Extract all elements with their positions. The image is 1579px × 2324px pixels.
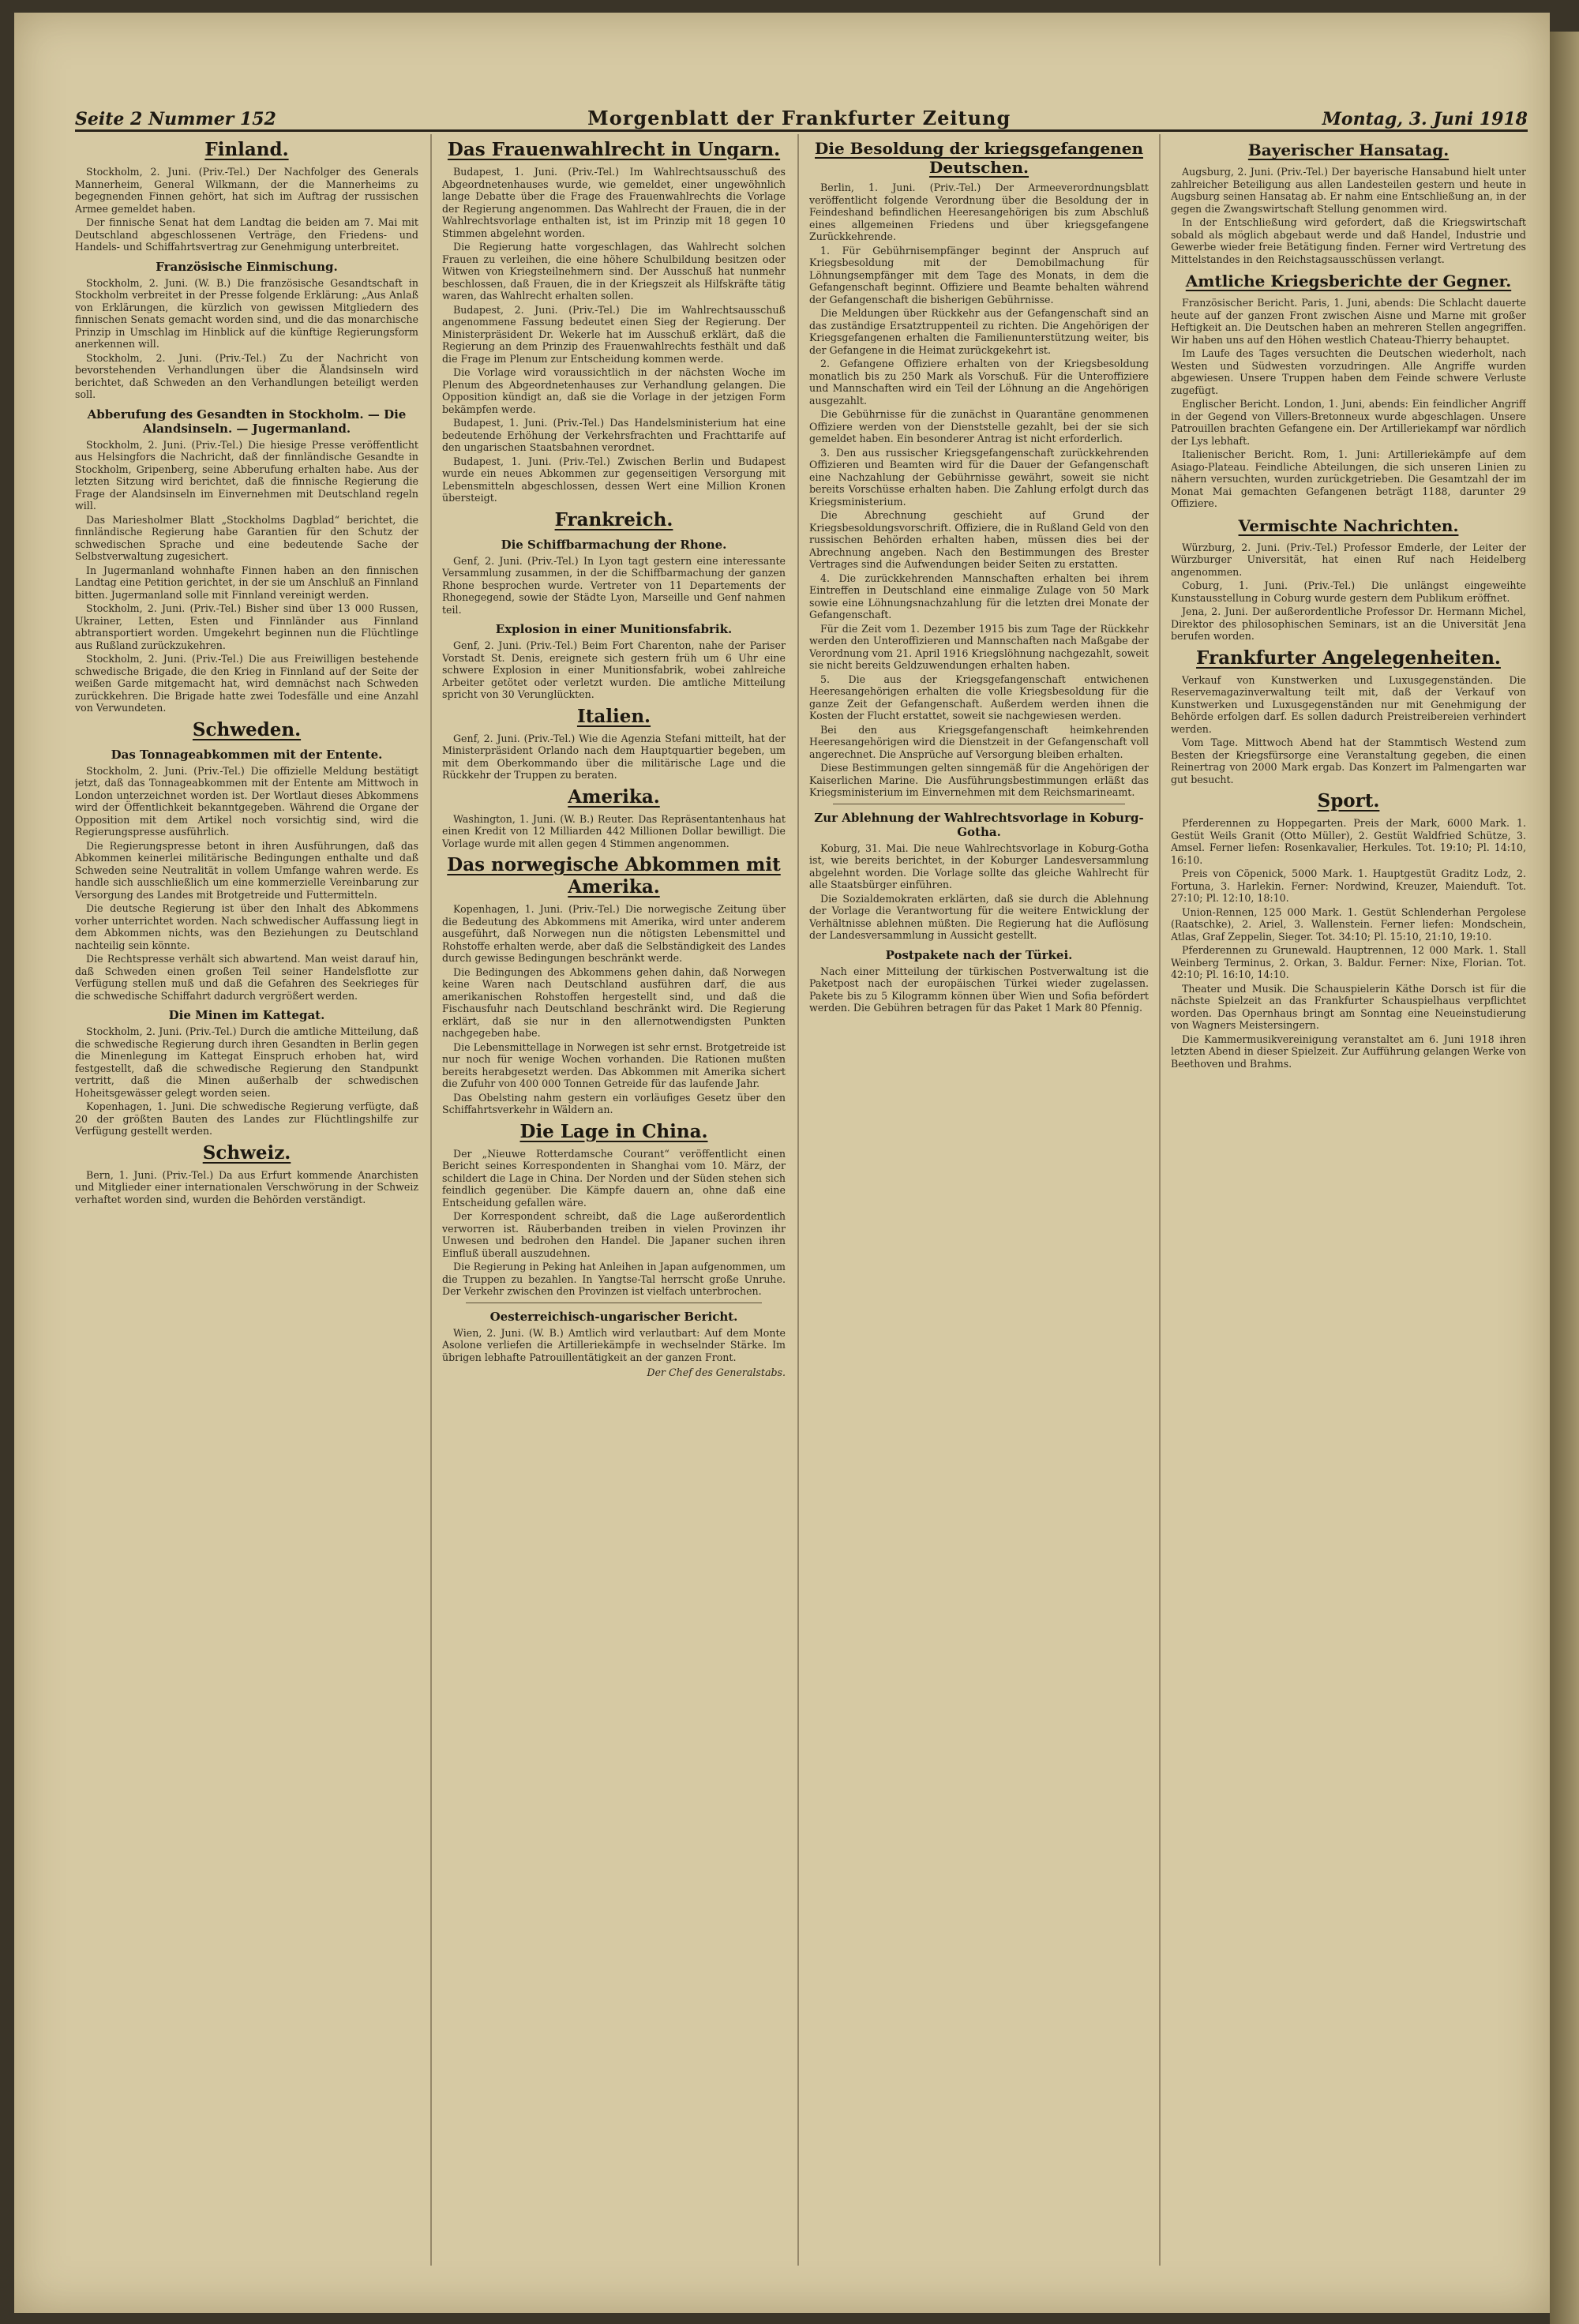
article-paragraph: Der finnische Senat hat dem Landtag die beiden am 7. Mai mit Deutschland abgeschlossenen Verträge, den Friedens- und Handels- und Schiffahrtsvertrag zur Genehmigung unterbreitet.: [75, 216, 418, 253]
article-paragraph: Budapest, 1. Juni. (Priv.-Tel.) Zwischen Berlin und Budapest wurde ein neues Abkommen zur gegenseitigen Versorgung mit Lebensmitteln abgeschlossen, dessen Wert eine Million Kronen übersteigt.: [442, 455, 786, 504]
section-heading-schweden: Schweden.: [192, 718, 302, 740]
article-paragraph: 4. Die zurückkehrenden Mannschaften erhalten bei ihrem Eintreffen in Deutschland eine einmalige Zulage von 50 Mark sowie eine Löhnungsnachzahlung für die letzten drei Monate der Gefangenschaft.: [809, 572, 1149, 620]
article-paragraph: Budapest, 1. Juni. (Priv.-Tel.) Im Wahlrechtsausschuß des Abgeordnetenhauses wurde, wie gemeldet, einer ungewöhnlich lange Debatte über die Frage des Frauenwahlrechts die Vorlage der Regierung angenommen. Das Wahlrecht der Frauen, die in der Wahlrechtsvorlage enthalten ist, ist im Prinzip mit 18 gegen 10 Stimmen abgelehnt worden.: [442, 166, 786, 239]
article-paragraph: Stockholm, 2. Juni. (Priv.-Tel.) Der Nachfolger des Generals Mannerheim, General Wilkmann, der die Mannerheims zu begegnenden Finnen gehört, hat sich im Auftrag der russischen Armee gemeldet haben.: [75, 166, 418, 215]
article-paragraph: Die Regierung in Peking hat Anleihen in Japan aufgenommen, um die Truppen zu bezahlen. In Yangtse-Tal herrscht große Unruhe. Der Verkehr zwischen den Provinzen ist vielfach unterbrochen.: [442, 1261, 786, 1297]
article-paragraph: Würzburg, 2. Juni. (Priv.-Tel.) Professor Emderle, der Leiter der Würzburger Universität, hat einen Ruf nach Heidelberg angenommen.: [1171, 541, 1526, 578]
column-1: [75, 134, 418, 2266]
section-heading-besoldung: Die Besoldung der kriegsgefangenen Deutschen.: [815, 139, 1143, 177]
article-paragraph: Stockholm, 2. Juni. (Priv.-Tel.) Zu der Nachricht von bevorstehenden Verhandlungen über die Ålandsinseln wird berichtet, daß Schweden an den Verhandlungen beteiligt werden soll.: [75, 351, 418, 400]
subheading: Abberufung des Gesandten in Stockholm. — Die Alandsinseln. — Jugermanland.: [87, 407, 407, 436]
column-3: [809, 134, 1149, 2266]
section-heading-sport: Sport.: [1317, 790, 1380, 812]
article-paragraph: Augsburg, 2. Juni. (Priv.-Tel.) Der bayerische Hansabund hielt unter zahlreicher Beteiligung aus allen Landesteilen gestern und heute in Augsburg seinen Hansatag ab. Er nahm eine Entschließung an, in der gegen die Zwangswirtschaft Stellung genommen wird.: [1171, 166, 1526, 215]
article-paragraph: Preis von Cöpenick, 5000 Mark. 1. Hauptgestüt Graditz Lodz, 2. Fortuna, 3. Harlekin. Ferner: Nordwind, Kreuzer, Maienduft. Tot. 27:10; Pl. 12:10, 18:10.: [1171, 868, 1526, 904]
page-number: Seite 2 Nummer 152: [75, 109, 276, 129]
article-paragraph: Die deutsche Regierung ist über den Inhalt des Abkommens vorher unterrichtet worden. Nach schwedischer Auffassung liegt in dem Abkommen nichts, was den Beziehungen zu Deutschland nachteilig sein könnte.: [75, 902, 418, 951]
column-rule: [797, 134, 799, 2266]
article-paragraph: Die Regierungspresse betont in ihren Ausführungen, daß das Abkommen keinerlei militärische Bedingungen enthalte und daß Schweden seine Neutralität in vollem Umfange wahren werde. Es handle sich ausschließlich um eine kommerzielle Vereinbarung zur Versorgung des Landes mit Brotgetreide und Futtermitteln.: [75, 839, 418, 901]
section-heading-china: Die Lage in China.: [519, 1120, 708, 1142]
article-paragraph: Genf, 2. Juni. (Priv.-Tel.) In Lyon tagt gestern eine interessante Versammlung zusammen, in der die Schiffbarmachung der ganzen Rhone besprochen wurde. Vertreter von 11 Departements der Rhonegegend, sowie der Städte Lyon, Marseille und Genf nahmen teil.: [442, 554, 786, 616]
article-paragraph: 3. Den aus russischer Kriegsgefangenschaft zurückkehrenden Offizieren und Beamten wird für die Dauer der Gefangenschaft eine Nachzahlung der Gebührnisse gewährt, soweit sie nicht bereits Vorschüsse erhalten haben. Die Zahlung erfolgt durch das Kriegsministerium.: [809, 446, 1149, 508]
article-paragraph: 2. Gefangene Offiziere erhalten von der Kriegsbesoldung monatlich bis zu 250 Mark als Vorschuß. Für die Unteroffiziere und Mannschaften wird ein Teil der Löhnung an die Angehörigen ausgezahlt.: [809, 358, 1149, 407]
article-paragraph: Berlin, 1. Juni. (Priv.-Tel.) Der Armeeverordnungsblatt veröffentlicht folgende Verordnung über die Besoldung der in Feindeshand befindlichen Heeresangehörigen bis zum Abschluß eines allgemeinen Friedens und über kriegsgefangene Zurückkehrende.: [809, 182, 1149, 242]
article-paragraph: Genf, 2. Juni. (Priv.-Tel.) Beim Fort Charenton, nahe der Pariser Vorstadt St. Denis, ereignete sich gestern früh um 6 Uhr eine schwere Explosion in einer Munitionsfabrik, wobei zahlreiche Arbeiter getötet oder verletzt wurden. Die amtliche Mitteilung spricht von 30 Verunglückten.: [442, 639, 786, 700]
issue-date: Montag, 3. Juni 1918: [1322, 109, 1528, 129]
section-heading-frankreich: Frankreich.: [554, 508, 673, 530]
article-paragraph: Nach einer Mitteilung der türkischen Postverwaltung ist die Paketpost nach der europäischen Türkei wieder zugelassen. Pakete bis zu 5 Kilogramm können über Wien und Sofia befördert werden. Die Gebühren betragen für das Paket 1 Mark 80 Pfennig.: [809, 965, 1149, 1014]
article-paragraph: Stockholm, 2. Juni. (W. B.) Die französische Gesandtschaft in Stockholm verbreitet in der Presse folgende Erklärung: „Aus Anlaß von Erklärungen, die kürzlich von gewissen Mitgliedern des finnischen Senats gemacht worden sind, und die das monarchische Prinzip in Umschlag im Hinblick auf die künftige Regierungsform anerkennen will.: [75, 276, 418, 350]
article-paragraph: Verkauf von Kunstwerken und Luxusgegenständen. Die Reservemagazinverwaltung teilt mit, daß der Verkauf von Kunstwerken und Luxusgegenständen nur mit Genehmigung der Behörde erfolgen darf. Es sollen dadurch Preistreibereien verhindert werden.: [1171, 673, 1526, 735]
article-paragraph: Stockholm, 2. Juni. (Priv.-Tel.) Die hiesige Presse veröffentlicht aus Helsingfors die Nachricht, daß der finnländische Gesandte in Stockholm, Gripenberg, seine Abberufung erhalten habe. Aus der letzten Sitzung wird berichtet, daß die finnische Regierung die Frage der Alandsinseln im Einvernehmen mit Deutschland regeln will.: [75, 438, 418, 512]
article-paragraph: Das Obelsting nahm gestern ein vorläufiges Gesetz über den Schiffahrtsverkehr in Wäldern an.: [442, 1091, 786, 1115]
article-paragraph: Stockholm, 2. Juni. (Priv.-Tel.) Durch die amtliche Mitteilung, daß die schwedische Regierung durch ihren Gesandten in Berlin gegen die Minenlegung im Kattegat Einspruch erhoben hat, wird festgestellt, daß die schwedische Regierung den Standpunkt vertritt, daß die Minen außerhalb der schwedischen Hoheitsgewässer gelegt worden seien.: [75, 1025, 418, 1099]
article-paragraph: In Jugermanland wohnhafte Finnen haben an den finnischen Landtag eine Petition gerichtet, in der sie um Anschluß an Finnland bitten. Jugermanland solle mit Finnland vereinigt werden.: [75, 564, 418, 601]
subheading: Zur Ablehnung der Wahlrechtsvorlage in Koburg-Gotha.: [814, 810, 1144, 839]
article-paragraph: Die Vorlage wird voraussichtlich in der nächsten Woche im Plenum des Abgeordnetenhauses zur Verhandlung gelangen. Die Opposition kündigt an, daß sie die Vorlage in der jetzigen Form bekämpfen werde.: [442, 366, 786, 415]
article-paragraph: Englischer Bericht. London, 1. Juni, abends: Ein feindlicher Angriff in der Gegend von Villers-Bretonneux wurde abgeschlagen. Unsere Patrouillen brachten Gefangene ein. Der Artilleriekampf war nördlich der Lys lebhaft.: [1171, 398, 1526, 447]
article-paragraph: Budapest, 2. Juni. (Priv.-Tel.) Die im Wahlrechtsausschuß angenommene Fassung bedeutet einen Sieg der Regierung. Der Ministerpräsident Dr. Wekerle hat im Ausschuß erklärt, daß die Regierung an dem Prinzip des Frauenwahlrechts festhält und daß die Frage im Plenum zur Entscheidung kommen werde.: [442, 303, 786, 365]
article-paragraph: Der „Nieuwe Rotterdamsche Courant“ veröffentlicht einen Bericht seines Korrespondenten in Shanghai vom 10. März, der schildert die Lage in China. Der Norden und der Süden stehen sich feindlich gegenüber. Die Kämpfe dauern an, ohne daß eine Entscheidung gefallen wäre.: [442, 1147, 786, 1209]
article-paragraph: Die Lebensmittellage in Norwegen ist sehr ernst. Brotgetreide ist nur noch für wenige Wochen vorhanden. Die Rationen mußten bereits herabgesetzt werden. Das Abkommen mit Amerika sichert die Zufuhr von 400 000 Tonnen Getreide für das laufende Jahr.: [442, 1040, 786, 1089]
article-paragraph: Die Abrechnung geschieht auf Grund der Kriegsbesoldungsvorschrift. Offiziere, die in Rußland Geld von den russischen Behörden erhalten haben, müssen dies bei der Abrechnung angeben. Nach den Bestimmungen des Brester Vertrages sind die Aufwendungen beider Seiten zu erstatten.: [809, 509, 1149, 570]
article-paragraph: Italienischer Bericht. Rom, 1. Juni: Artilleriekämpfe auf dem Asiago-Plateau. Feindliche Abteilungen, die sich unseren Linien zu nähern versuchten, wurden zurückgetrieben. Die Gesamtzahl der im Monat Mai gemachten Gefangenen beträgt 1188, darunter 29 Offiziere.: [1171, 448, 1526, 509]
article-paragraph: Wien, 2. Juni. (W. B.) Amtlich wird verlautbart: Auf dem Monte Asolone verliefen die Artilleriekämpfe in wechselnder Stärke. Im übrigen lebhafte Patrouillentätigkeit an der ganzen Front.: [442, 1326, 786, 1363]
subheading: Explosion in einer Munitionsfabrik.: [495, 622, 733, 636]
article-paragraph: Stockholm, 2. Juni. (Priv.-Tel.) Die offizielle Meldung bestätigt jetzt, daß das Tonnageabkommen mit der Entente am Mittwoch in London unterzeichnet worden ist. Der Wortlaut dieses Abkommens wird der Öffentlichkeit bekanntgegeben. Während die Organe der Opposition mit dem Artikel noch vorsichtig sind, wird die Regierungspresse ausführlich.: [75, 764, 418, 838]
article-paragraph: 1. Für Gebührnisempfänger beginnt der Anspruch auf Kriegsbesoldung mit der Demobilmachung für Löhnungsempfänger mit dem Tage des Monats, in dem die Gefangenschaft beginnt. Offiziere und Beamte behalten während der Gefangenschaft die bisherigen Gebührnisse.: [809, 244, 1149, 305]
column-rule: [1159, 134, 1161, 2266]
subheading: Die Schiffbarmachung der Rhone.: [501, 537, 727, 552]
masthead-title: Morgenblatt der Frankfurter Zeitung: [587, 107, 1011, 129]
article-paragraph: Diese Bestimmungen gelten sinngemäß für die Angehörigen der Kaiserlichen Marine. Die Ausführungsbestimmungen erläßt das Kriegsministerium im Einvernehmen mit dem Reichsmarineamt.: [809, 762, 1149, 798]
section-heading-hansatag: Bayerischer Hansatag.: [1247, 141, 1450, 159]
article-paragraph: Coburg, 1. Juni. (Priv.-Tel.) Die unlängst eingeweihte Kunstausstellung in Coburg wurde gestern dem Publikum eröffnet.: [1171, 579, 1526, 604]
article-paragraph: 5. Die aus der Kriegsgefangenschaft entwichenen Heeresangehörigen erhalten die volle Kriegsbesoldung für die ganze Zeit der Gefangenschaft. Außerdem werden ihnen die Kosten der Flucht erstattet, soweit sie nachgewiesen werden.: [809, 673, 1149, 722]
article-paragraph: Französischer Bericht. Paris, 1. Juni, abends: Die Schlacht dauerte heute auf der ganzen Front zwischen Aisne und Marne mit großer Heftigkeit an. Die Deutschen haben an mehreren Stellen angegriffen. Wir haben uns auf den Höhen westlich Chateau-Thierry behauptet.: [1171, 297, 1526, 346]
article-paragraph: Pferderennen zu Grunewald. Hauptrennen, 12 000 Mark. 1. Stall Weinberg Terminus, 2. Orkan, 3. Baldur. Ferner: Nixe, Florian. Tot. 42:10; Pl. 16:10, 14:10.: [1171, 944, 1526, 980]
section-heading-frauenwahlrecht: Das Frauenwahlrecht in Ungarn.: [447, 139, 781, 160]
subheading: Das Tonnageabkommen mit der Entente.: [111, 747, 383, 762]
article-paragraph: Bei den aus Kriegsgefangenschaft heimkehrenden Heeresangehörigen wird die Dienstzeit in der Gefangenschaft voll angerechnet. Die Ansprüche auf Versorgung bleiben erhalten.: [809, 723, 1149, 760]
article-paragraph: Im Laufe des Tages versuchten die Deutschen wiederholt, nach Westen und Südwesten vorzudringen. Alle Angriffe wurden abgewiesen. Unsere Truppen haben dem Feinde schwere Verluste zugefügt.: [1171, 347, 1526, 396]
section-heading-amerika: Amerika.: [568, 785, 660, 808]
article-paragraph: Die Kammermusikvereinigung veranstaltet am 6. Juni 1918 ihren letzten Abend in dieser Spielzeit. Zur Aufführung gelangen Werke von Beethoven und Brahms.: [1171, 1033, 1526, 1070]
section-heading-norwegen: Das norwegische Abkommen mit Amerika.: [447, 854, 781, 898]
article-paragraph: Genf, 2. Juni. (Priv.-Tel.) Wie die Agenzia Stefani mitteilt, hat der Ministerpräsident Orlando nach dem Hauptquartier begeben, um mit dem Oberkommando über die militärische Lage und die Rückkehr der Truppen zu beraten.: [442, 732, 786, 781]
article-paragraph: Die Rechtspresse verhält sich abwartend. Man weist darauf hin, daß Schweden einen großen Teil seiner Handelsflotte zur Verfügung stellen muß und daß die Gefahren des Seekrieges für die schwedische Schiffahrt dadurch vergrößert werden.: [75, 953, 418, 1002]
article-paragraph: In der Entschließung wird gefordert, daß die Kriegswirtschaft sobald als möglich abgebaut werde und daß Handel, Industrie und Gewerbe wieder freie Betätigung finden. Ferner wird Vertretung des Mittelstandes in den Reichstagsausschüssen verlangt.: [1171, 216, 1526, 265]
article-paragraph: Die Gebührnisse für die zunächst in Quarantäne genommenen Offiziere werden von der Dienststelle gezahlt, bei der sie sich gemeldet haben. Ein besonderer Antrag ist nicht erforderlich.: [809, 408, 1149, 444]
article-paragraph: Bern, 1. Juni. (Priv.-Tel.) Da aus Erfurt kommende Anarchisten und Mitglieder einer internationalen Verschwörung in der Schweiz verhaftet worden sind, wurden die Behörden verständigt.: [75, 1168, 418, 1205]
article-paragraph: Koburg, 31. Mai. Die neue Wahlrechtsvorlage in Koburg-Gotha ist, wie bereits berichtet, in der Koburger Landesversammlung abgelehnt worden. Die Vorlage sollte das gleiche Wahlrecht für alle Staatsbürger einführen.: [809, 842, 1149, 890]
article-paragraph: Das Mariesholmer Blatt „Stockholms Dagblad“ berichtet, die finnländische Regierung habe Garantien für den Schutz der schwedischen Sprache und eine bedeutende Sache der Selbstverwaltung zugesichert.: [75, 513, 418, 562]
section-heading-vermischte: Vermischte Nachrichten.: [1238, 515, 1459, 535]
subheading: Französische Einmischung.: [156, 259, 338, 274]
article-paragraph: Union-Rennen, 125 000 Mark. 1. Gestüt Schlenderhan Pergolese (Raatschke), 2. Ariel, 3. Wallenstein. Ferner liefen: Mondschein, Atlas, Graf Zeppelin, Sieger. Tot. 34:10; Pl. 15:10, 21:10, 19:10.: [1171, 905, 1526, 943]
article-paragraph: Die Meldungen über Rückkehr aus der Gefangenschaft sind an das zuständige Ersatztruppenteil zu richten. Die Angehörigen der Kriegsgefangenen erhalten die Familienunterstützung weiter, bis der Gefangene in die Heimat zurückgekehrt ist.: [809, 307, 1149, 356]
article-paragraph: Der Korrespondent schreibt, daß die Lage außerordentlich verworren ist. Räuberbanden treiben in vielen Provinzen ihr Unwesen und bedrohen den Handel. Die Japaner suchen ihren Einfluß überall auszudehnen.: [442, 1210, 786, 1259]
page-header: [75, 103, 1528, 132]
article-paragraph: Washington, 1. Juni. (W. B.) Reuter. Das Repräsentantenhaus hat einen Kredit von 12 Milliarden 442 Millionen Dollar bewilligt. Die Vorlage wurde mit allen gegen 4 Stimmen angenommen.: [442, 812, 786, 849]
section-heading-finland: Finland.: [204, 139, 289, 160]
article-paragraph: Für die Zeit vom 1. Dezember 1915 bis zum Tage der Rückkehr werden den Unteroffizieren und Mannschaften nach Maßgabe der Verordnung vom 21. April 1916 Kriegslöhnung nachgezahlt, soweit sie nicht bereits Geldzuwendungen erhalten haben.: [809, 622, 1149, 671]
article-paragraph: Kopenhagen, 1. Juni. Die schwedische Regierung verfügte, daß 20 der größten Bauten des Landes zur Flüchtlingshilfe zur Verfügung gestellt werden.: [75, 1100, 418, 1137]
article-paragraph: Die Bedingungen des Abkommens gehen dahin, daß Norwegen keine Waren nach Deutschland ausführen darf, die aus amerikanischen Rohstoffen hergestellt sind, und daß die Fischausfuhr nach Deutschland beschränkt wird. Die Regierung erklärt, daß sie nur in den allernotwendigsten Punkten nachgegeben habe.: [442, 965, 786, 1039]
article-paragraph: Stockholm, 2. Juni. (Priv.-Tel.) Die aus Freiwilligen bestehende schwedische Brigade, die den Krieg in Finnland auf der Seite der weißen Garde mitgemacht hat, wird demnächst nach Schweden zurückkehren. Die Brigade hatte zwei Todesfälle und eine Anzahl von Verwundeten.: [75, 653, 418, 714]
article-paragraph: Theater und Musik. Die Schauspielerin Käthe Dorsch ist für die nächste Spielzeit an das Frankfurter Schauspielhaus verpflichtet worden. Das Opernhaus bringt am Sonntag eine Neueinstudierung von Wagners Meistersingern.: [1171, 982, 1526, 1031]
page-edge: [1550, 32, 1579, 2324]
section-heading-kriegsberichte: Amtliche Kriegsberichte der Gegner.: [1185, 272, 1512, 290]
signature: Der Chef des Generalstabs.: [647, 1366, 786, 1378]
article-paragraph: Vom Tage. Mittwoch Abend hat der Stammtisch Westend zum Besten der Kriegsfürsorge eine Veranstaltung gegeben, die einen Reinertrag von 2000 Mark ergab. Das Konzert im Palmengarten war gut besucht.: [1171, 737, 1526, 785]
article-paragraph: Budapest, 1. Juni. (Priv.-Tel.) Das Handelsministerium hat eine bedeutende Erhöhung der Verkehrsfrachten und Frachttarife auf den ungarischen Staatsbahnen verordnet.: [442, 417, 786, 453]
subheading: Postpakete nach der Türkei.: [885, 947, 1073, 962]
article-paragraph: Pferderennen zu Hoppegarten. Preis der Mark, 6000 Mark. 1. Gestüt Weils Granit (Otto Müller), 2. Gestüt Waldfried Schütze, 3. Amsel. Ferner liefen: Rosenkavalier, Herkules. Tot. 19:10; Pl. 14:10, 16:10.: [1171, 817, 1526, 866]
article-paragraph: Kopenhagen, 1. Juni. (Priv.-Tel.) Die norwegische Zeitung über die Bedeutung des Abkommens mit Amerika, wird unter anderem ausgeführt, daß Norwegen nun die nötigsten Lebensmittel und Rohstoffe erhalten werde, aber daß die Selbständigkeit des Landes durch gewisse Bedingungen beschränkt werde.: [442, 903, 786, 964]
column-4: [1171, 134, 1526, 2266]
article-paragraph: Jena, 2. Juni. Der außerordentliche Professor Dr. Hermann Michel, Direktor des philosophischen Seminars, ist an die Universität Jena berufen worden.: [1171, 605, 1526, 642]
article-paragraph: Die Regierung hatte vorgeschlagen, das Wahlrecht solchen Frauen zu verleihen, die eine höhere Schulbildung besitzen oder Witwen von Kriegsteilnehmern sind. Der Ausschuß hat nunmehr beschlossen, daß Frauen, die in der Kriegszeit als Hilfskräfte tätig waren, das Wahlrecht erhalten sollen.: [442, 241, 786, 302]
subheading: Oesterreichisch-ungarischer Bericht.: [489, 1309, 738, 1324]
column-2: [442, 134, 786, 2266]
section-heading-frankfurt: Frankfurter Angelegenheiten.: [1196, 647, 1501, 669]
section-heading-schweiz: Schweiz.: [202, 1141, 291, 1164]
section-heading-italien: Italien.: [576, 705, 651, 727]
column-rule: [430, 134, 432, 2266]
article-paragraph: Stockholm, 2. Juni. (Priv.-Tel.) Bisher sind über 13 000 Russen, Ukrainer, Letten, Esten und Finnländer aus Finnland abtransportiert worden. Umgekehrt beginnen nun die Flüchtlinge aus Rußland zurückzukehren.: [75, 602, 418, 651]
subheading: Die Minen im Kattegat.: [168, 1008, 325, 1022]
article-paragraph: Die Sozialdemokraten erklärten, daß sie durch die Ablehnung der Vorlage die Verantwortung für die weitere Entwicklung der Verhältnisse ablehnen müßten. Die Regierung hat die Auflösung der Landesversammlung in Aussicht gestellt.: [809, 892, 1149, 941]
